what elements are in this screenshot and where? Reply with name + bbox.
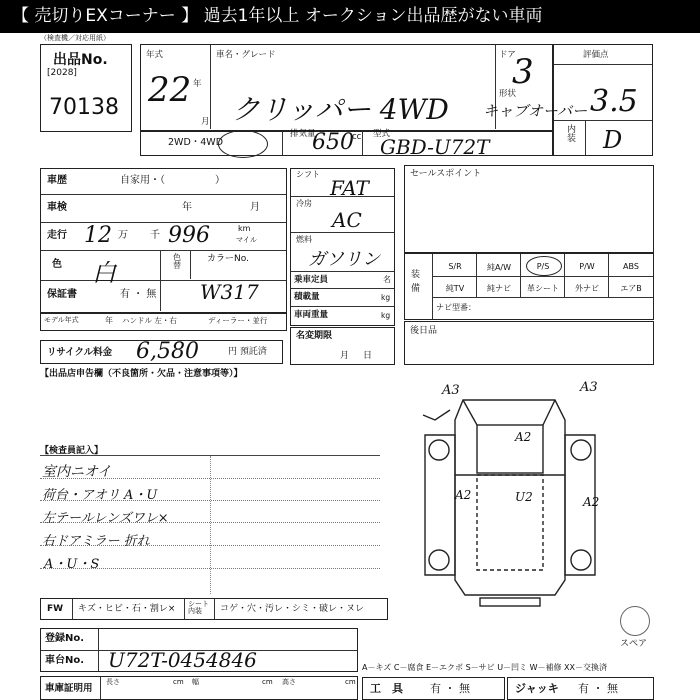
model-code-label: 型式 [373,129,391,139]
shape-label: 形状 [499,89,517,99]
color-value: 白 [92,259,116,287]
shift-value: FAT [330,176,369,200]
shape-value: キャブオーバー [483,102,588,120]
sen-unit: 千 [150,230,160,241]
displacement-label: 排気量 [290,129,316,139]
sales-point-label: セールスポイント [410,169,482,179]
cert-label: 車庫証明用 [45,683,93,694]
tools-value: 有 ・ 無 [430,682,470,695]
load-label: 積載量 [294,292,320,302]
sub-label: （検査機／対応用紙） [40,34,110,42]
mark-a3-left: A3 [442,383,460,398]
equip-leather: 革シート [527,284,559,293]
jack-label: ジャッキ [515,682,559,695]
month-unit: 月 [201,117,210,127]
banner-title: 【 売切りEXコーナー 】 過去1年以上 オークション出品歴がない車両 [0,0,700,33]
drive-circle [218,130,268,158]
cert-width: 幅 [192,678,199,686]
interior-label: 内装 [567,125,577,144]
equip-pw: P/W [579,262,595,271]
inspector-note-2: 荷台・アオリ A・U [42,488,158,503]
cert-length: 長さ [106,678,120,686]
lot-label: 出品No. [53,52,108,68]
navi-model: ナビ型番： [436,303,476,312]
chassis-value: U72T-0454846 [108,648,257,672]
score-label: 評価点 [583,50,609,60]
car-name-label: 車名・グレード [216,50,276,60]
man-unit: 万 [118,230,128,241]
seat-label: シート内装 [188,600,209,615]
mileage-sen: 996 [168,223,210,248]
car-name-value: クリッパー 4WD [232,93,449,126]
doors-label: ドア [499,50,516,60]
shift-label: シフト [296,170,320,179]
weight-unit: kg [381,311,391,320]
warranty-value: 有 ・ 無 [120,289,157,300]
ac-label: 冷房 [296,199,312,208]
shaken-label: 車検 [47,202,67,213]
capacity-unit: 名 [383,275,391,284]
inspector-note-1: 室内ニオイ [42,464,112,480]
mile-unit: マイル [236,236,257,244]
equip-abs: ABS [623,262,639,271]
color-label: 色 [52,259,62,270]
spare-label: スペア [620,639,648,649]
model-year-label: モデル年式 [44,316,79,324]
equip-sr: S/R [448,262,462,271]
color-no-value: W317 [200,280,259,304]
displacement-value: 650 [312,130,354,155]
year-value: 22 [148,70,192,110]
namechange-label: 名変期限 [296,331,333,341]
equip-ps: P/S [536,262,550,271]
model-year-unit: 年 [105,316,113,325]
fw-items: キズ・ヒビ・石・割レ× [78,604,176,614]
mark-a3-right: A3 [580,380,598,395]
cert-cm-2: cm [262,678,273,686]
chassis-label: 車台No. [45,655,85,666]
legend: A－キズ C－腐食 E－エクボ S－サビ U－凹ミ W－補修 XX－交換済 [362,663,608,672]
mileage-man: 12 [84,223,112,248]
ac-value: AC [332,208,362,232]
later-box [404,321,654,365]
color-change-label: 色替 [173,253,181,270]
lot-number: 70138 [49,95,119,120]
handle-label: ハンドル 左・右 [122,316,177,325]
equip-aw: 純A/W [486,263,512,272]
drive-label: 2WD・4WD [168,137,224,148]
weight-label: 車両重量 [294,310,329,320]
spare-icon [620,606,650,636]
fuel-label: 燃料 [296,235,312,244]
shaken-year: 年 [182,202,192,213]
inspector-note-4: 右ドアミラー 折れ [42,534,150,549]
mark-a2-right: A2 [583,495,600,509]
equip-ext-navi: 外ナビ [575,284,599,293]
equip-ps-circle [526,256,562,276]
color-no-label: カラーNo. [207,254,249,264]
equip-navi: 純ナビ [487,284,511,293]
cert-cm-3: cm [345,678,356,686]
equip-tv: 純TV [445,284,465,293]
fw-label: FW [47,604,64,614]
lot-box [40,44,132,132]
tools-label: 工 具 [370,682,403,695]
recycle-label: リサイクル料金 [47,347,113,358]
year-unit: 年 [193,79,202,89]
cert-cm-1: cm [173,678,184,686]
recycle-value: 6,580 [136,339,199,364]
warranty-label: 保証書 [47,289,77,300]
capacity-label: 乗車定員 [294,275,329,285]
jack-value: 有 ・ 無 [578,682,618,695]
mark-u2: U2 [515,490,533,504]
load-unit: kg [381,293,391,302]
report-label: 【出品店申告欄（不良箇所・欠品・注意事項等）】 [40,369,243,379]
later-label: 後日品 [410,326,438,336]
inspector-note-5: A・U・S [44,557,100,572]
shaken-month: 月 [250,202,260,213]
reg-label: 登録No. [45,633,85,644]
equipment-label: 装備 [411,270,421,295]
mark-a2-top: A2 [515,430,532,444]
interior-value: D [603,126,623,154]
dealer-label: ディーラー・並行 [208,316,268,325]
doors-value: 3 [512,52,534,92]
inspector-label: 【検査員記入】 [40,446,104,456]
displacement-unit: cc [352,132,362,142]
namechange-unit: 月日 [340,351,387,361]
model-code-value: GBD-U72T [380,135,490,159]
cert-height: 高さ [282,678,296,686]
km-unit: km [238,224,251,233]
inspector-note-3: 左テールレンズワレ× [42,511,169,526]
fuel-value: ガソリン [308,249,380,270]
history-value: 自家用・（ ） [120,175,225,186]
mark-a2-left: A2 [455,488,472,502]
history-label: 車歴 [47,175,67,186]
equip-airbag: エアB [620,284,642,293]
seat-items: コゲ・穴・汚レ・シミ・破レ・ヌレ [220,604,365,614]
lot-tag: [2028] [47,68,77,78]
year-label: 年式 [146,50,164,60]
mileage-label: 走行 [47,230,67,241]
score-value: 3.5 [590,84,638,119]
recycle-unit: 円 預託済 [228,347,267,357]
